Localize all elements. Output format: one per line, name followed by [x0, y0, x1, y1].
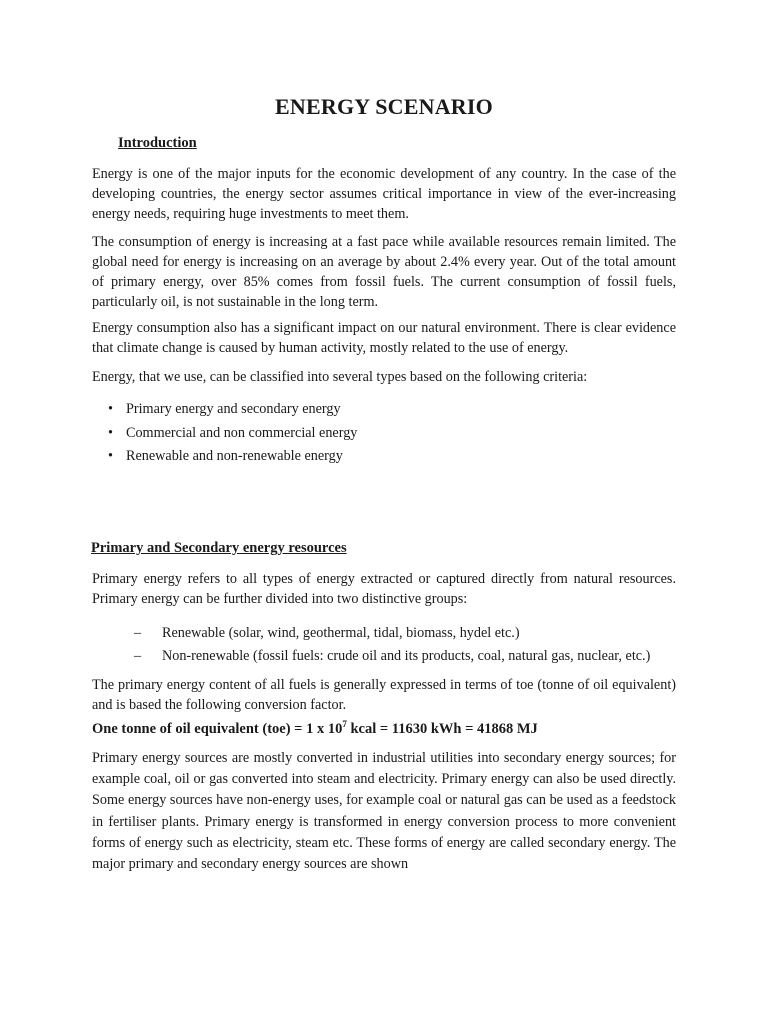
list-item	[134, 623, 650, 646]
list-item	[106, 446, 357, 470]
primary-paragraph-1: Primary energy refers to all types of energy extracted or captured directly from natural resources. Primary energy can be further divided into two distinctive groups:	[92, 571, 676, 607]
formula-exponent: 7	[342, 719, 347, 730]
intro-paragraph-3: Energy consumption also has a significant impact on our natural environment. There is clear evidence that climate change is caused by human activity, mostly related to the use of energy.	[92, 320, 676, 356]
formula-text-start: One tonne of oil equivalent (toe) = 1 x 10	[92, 721, 343, 737]
intro-paragraph-2: The consumption of energy is increasing at a fast pace while available resources remain limited. The global need for energy is increasing on an average by about 2.4% every year. Out of the total amount of primary energy, over 85% comes from fossil fuels. The current consumption of fossil fuels, particularly oil, is not sustainable in the long term.	[92, 234, 676, 310]
bullet-icon: •	[108, 401, 113, 417]
intro-paragraph-4: Energy, that we use, can be classified into several types based on the following criteria:	[92, 369, 588, 385]
section-heading-introduction: Introduction	[118, 135, 197, 151]
bullet-text: Renewable and non-renewable energy	[126, 448, 343, 464]
dash-text: Renewable (solar, wind, geothermal, tidal, biomass, hydel etc.)	[162, 625, 520, 641]
bullet-text: Primary energy and secondary energy	[126, 401, 341, 417]
formula-text-end: kcal = 11630 kWh = 41868 MJ	[346, 721, 538, 737]
criteria-bullet-list	[106, 399, 357, 470]
list-item	[134, 646, 650, 669]
intro-paragraph-1: Energy is one of the major inputs for the economic development of any country. In the case of the developing countries, the energy sector assumes critical importance in view of the ever-increasing energy needs, requiring huge investments to meet them.	[92, 166, 676, 222]
primary-paragraph-2: The primary energy content of all fuels is generally expressed in terms of toe (tonne of oil equivalent) and is based the following conversion factor.	[92, 677, 676, 713]
bullet-text: Commercial and non commercial energy	[126, 424, 358, 441]
dash-text: Non-renewable (fossil fuels: crude oil and its products, coal, natural gas, nuclear, etc.)	[162, 648, 651, 664]
section-heading-primary-secondary: Primary and Secondary energy resources	[91, 540, 347, 556]
page-title: ENERGY SCENARIO	[275, 94, 493, 119]
energy-groups-dash-list	[134, 623, 650, 669]
dash-icon: –	[134, 648, 142, 664]
conversion-formula	[92, 719, 538, 739]
list-item	[106, 423, 357, 447]
bullet-icon: •	[108, 424, 113, 441]
dash-icon: –	[134, 625, 142, 641]
list-item	[106, 399, 357, 423]
bullet-icon: •	[108, 448, 113, 464]
primary-paragraph-3: Primary energy sources are mostly converted in industrial utilities into secondary energy sources; for example coal, oil or gas converted into steam and electricity. Primary energy can also be used directly. Some energy sources have non-energy uses, for example coal or natural gas can be used as a feedstock in fertiliser plants. Primary energy is transformed in energy conversion process to more convenient forms of energy such as electricity, steam etc. These forms of energy are called secondary energy. The major primary and secondary energy sources are shown	[92, 750, 676, 873]
